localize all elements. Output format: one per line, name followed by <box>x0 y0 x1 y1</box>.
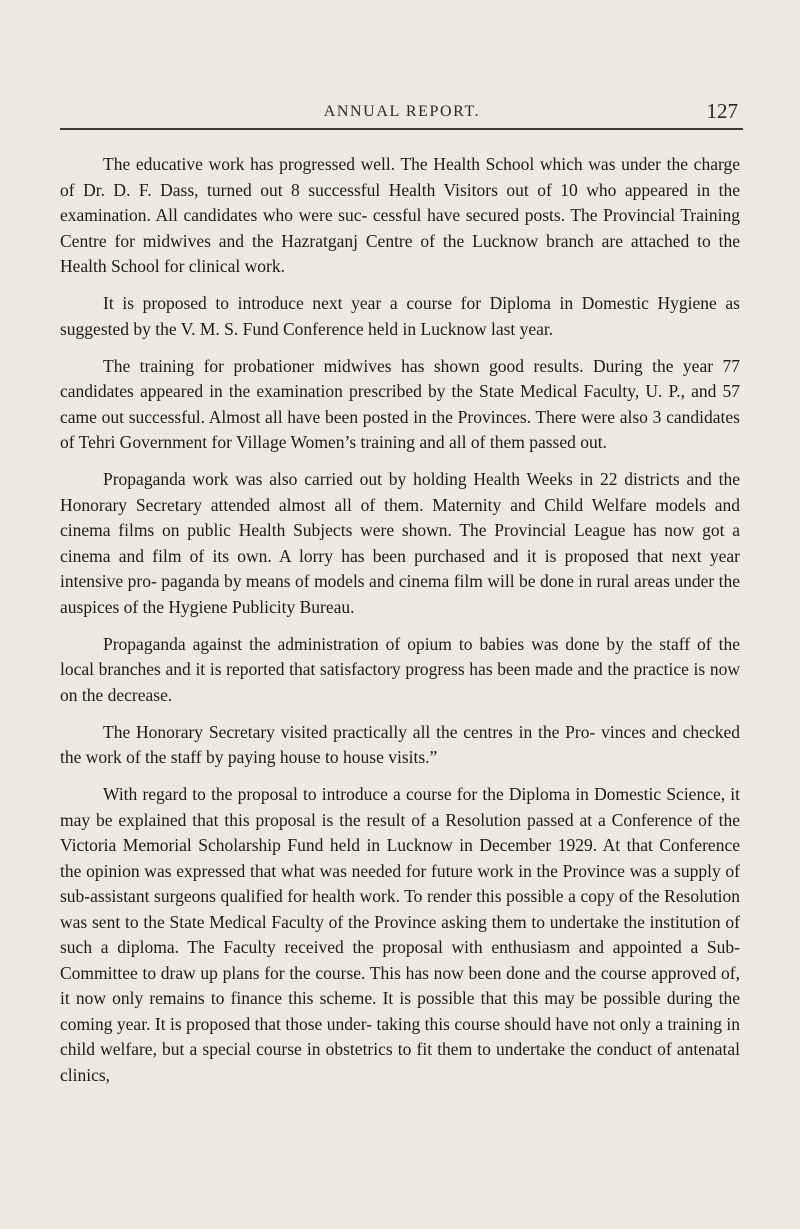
running-head-title: ANNUAL REPORT. <box>323 103 481 120</box>
paragraph-health-school: The educative work has progressed well. The Health School which was under the charge of Dr. D. F. Dass, turned out 8 successful Health Visitors out of 10 who appeared in the examination. All candidates who were suc- cessful have secured posts. The Provincial Training Centre for midwives and the Hazratganj Centre of the Lucknow branch are attached to the Health School for clinical work. <box>60 154 740 276</box>
paragraph-propaganda-work: Propaganda work was also carried out by holding Health Weeks in 22 districts and the Honorary Secretary attended almost all of them. Maternity and Child Welfare models and cinema films on public Health Subjects were shown. The Provincial League has now got a cinema and film of its own. A lorry has been purchased and it is proposed that next year intensive pro- paganda by means of models and cinema film will be done in rural areas under the auspices of the Hygiene Publicity Bureau. <box>60 469 740 617</box>
page-number: 127 <box>706 99 738 123</box>
paragraph-diploma-proposal: It is proposed to introduce next year a course for Diploma in Domestic Hygiene as suggested by the V. M. S. Fund Conference held in Lucknow last year. <box>60 293 740 339</box>
paragraph-domestic-science-diploma: With regard to the proposal to introduce a course for the Diploma in Domestic Science, it may be explained that this proposal is the result of a Resolution passed at a Conference of the Victoria Memorial Scholarship Fund held in Lucknow in December 1929. At that Conference the opinion was expressed that what was needed for future work in the Province was a supply of sub-assistant surgeons qualified for health work. To render this possible a copy of the Resolution was sent to the State Medical Faculty of the Province asking them to undertake the institution of such a diploma. The Faculty received the proposal with enthusiasm and appointed a Sub-Committee to draw up plans for the course. This has now been done and the course approved of, it now only remains to finance this scheme. It is possible that this may be possible during the coming year. It is proposed that those under- taking this course should have not only a training in child welfare, but a special course in obstetrics to fit them to undertake the conduct of antenatal clinics, <box>60 784 740 1085</box>
paragraph-secretary-visits: The Honorary Secretary visited practically all the centres in the Pro- vinces and checked the work of the staff by paying house to house visits.” <box>60 721 740 767</box>
paragraph-opium-propaganda: Propaganda against the administration of opium to babies was done by the staff of the local branches and it is reported that satisfactory progress has been made and the practice is now on the decrease. <box>60 633 740 705</box>
header-rule <box>60 128 743 130</box>
body-text <box>60 152 740 1100</box>
paragraph-midwife-training: The training for probationer midwives has shown good results. During the year 77 candidates appeared in the examination prescribed by the State Medical Faculty, U. P., and 57 came out successful. Almost all have been posted in the Provinces. There were also 3 candidates of Tehri Government for Village Women’s training and all of them passed out. <box>60 355 740 452</box>
